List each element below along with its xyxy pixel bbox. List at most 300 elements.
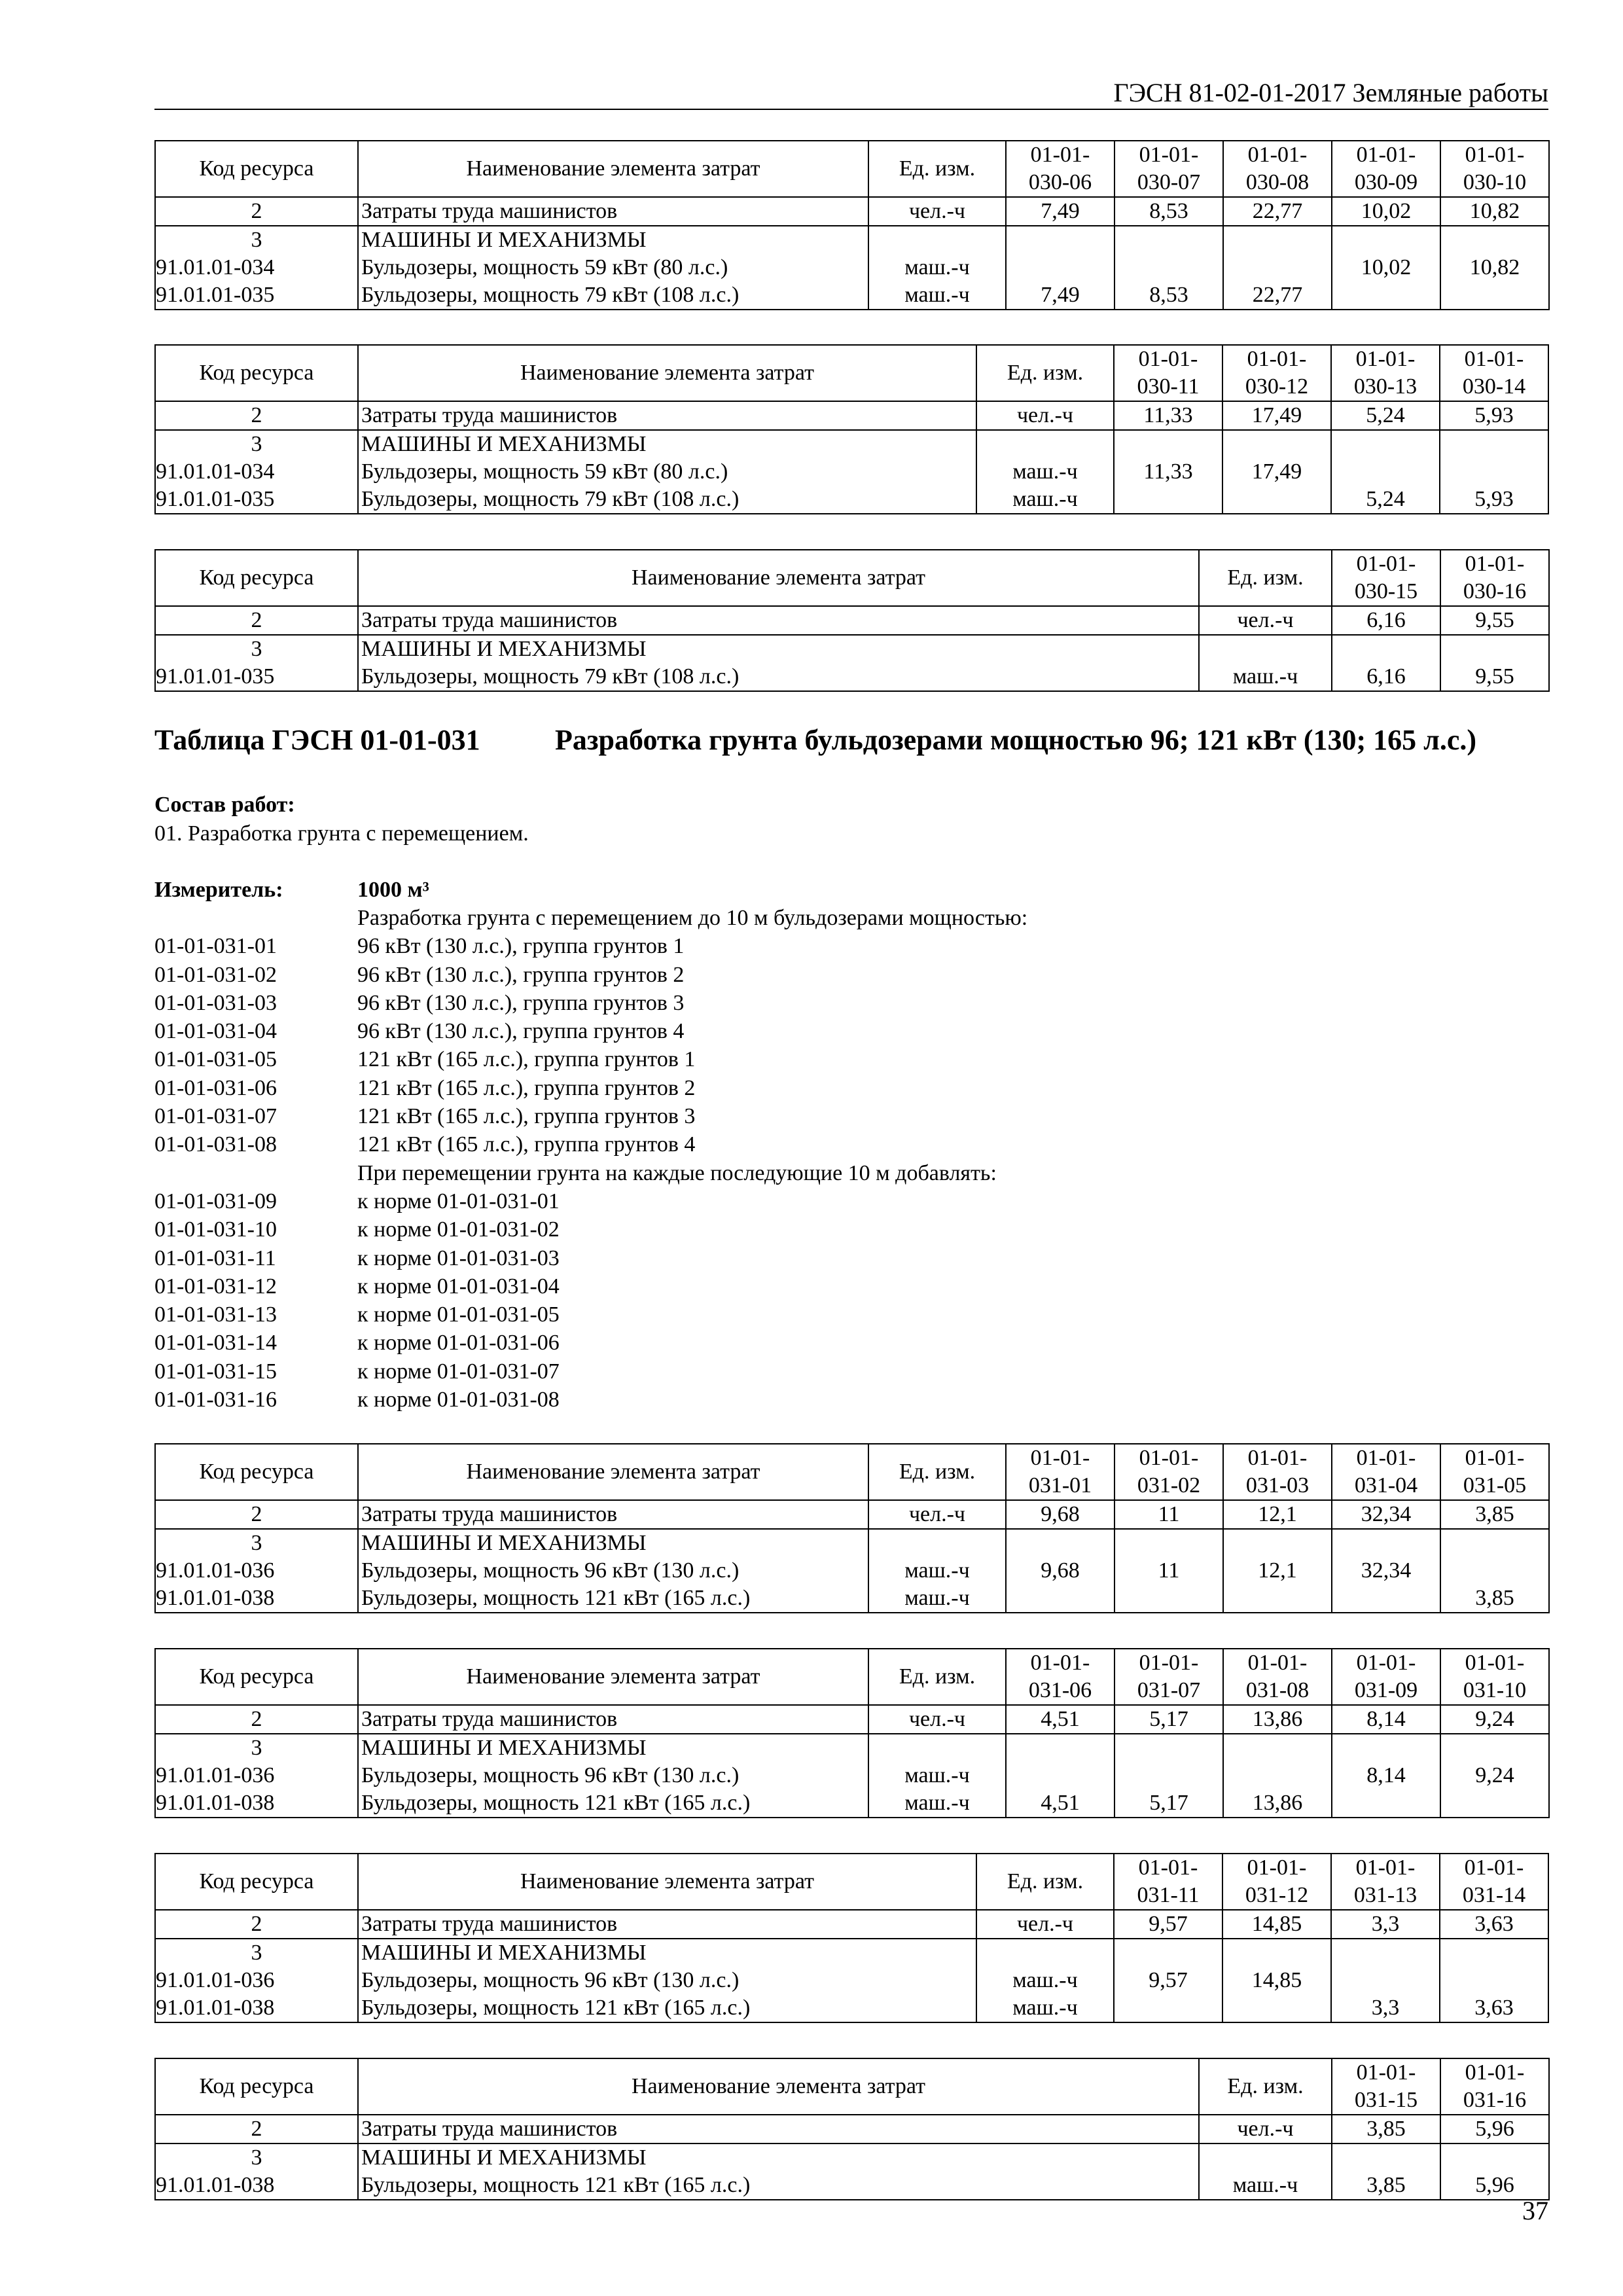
column-header-name: Наименование элемента затрат	[358, 345, 976, 401]
work-composition-heading: Состав работ:	[154, 793, 295, 817]
column-header-norm	[1331, 345, 1440, 401]
resource-row	[155, 663, 1549, 691]
norm-code-line1: 01-01-	[1465, 1446, 1525, 1470]
column-header-norm	[1114, 1854, 1222, 1910]
resource-unit: чел.-ч	[1199, 2115, 1332, 2144]
norm-description: к норме 01-01-031-04	[357, 1274, 560, 1299]
norm-code: 01-01-031-06	[154, 1075, 277, 1100]
norm-code-line2: 030-07	[1137, 170, 1201, 194]
norm-code-line1: 01-01-	[1355, 1856, 1416, 1880]
column-header-unit: Ед. изм.	[868, 141, 1006, 197]
category-row	[155, 1939, 1548, 1967]
column-header-norm	[1440, 141, 1549, 197]
norm-description: 96 кВт (130 л.с.), группа грунтов 4	[357, 1019, 685, 1044]
resource-table-030-c	[154, 549, 1550, 692]
resource-code: 2	[155, 1500, 358, 1529]
column-header-norm	[1115, 1444, 1223, 1500]
column-header-code: Код ресурса	[155, 345, 358, 401]
resource-code: 91.01.01-038	[155, 2172, 358, 2200]
norm-value: 5,96	[1440, 2172, 1549, 2200]
norm-value	[1331, 458, 1440, 486]
labour-row	[155, 1910, 1548, 1939]
resource-unit: чел.-ч	[976, 401, 1114, 430]
resource-unit: чел.-ч	[976, 1910, 1114, 1939]
labour-row	[155, 606, 1549, 635]
resource-unit: маш.-ч	[976, 458, 1114, 486]
resource-code: 2	[155, 401, 358, 430]
category-row	[155, 2144, 1549, 2172]
norm-value: 9,57	[1114, 1967, 1222, 1994]
norm-description: к норме 01-01-031-08	[357, 1388, 560, 1412]
resource-unit	[868, 1529, 1006, 1557]
column-header-norm	[1332, 1444, 1440, 1500]
column-header-name: Наименование элемента затрат	[358, 550, 1199, 606]
column-header-norm	[1332, 141, 1440, 197]
resource-unit: маш.-ч	[976, 1967, 1114, 1994]
norm-value: 22,77	[1223, 197, 1332, 226]
norm-code-line1: 01-01-	[1247, 1856, 1307, 1880]
norm-code: 01-01-031-07	[154, 1104, 277, 1129]
category-row	[155, 635, 1549, 663]
norm-value: 9,68	[1006, 1500, 1115, 1529]
resource-code: 3	[155, 226, 358, 254]
norm-description: 96 кВт (130 л.с.), группа грунтов 2	[357, 962, 685, 987]
column-header-norm	[1222, 1854, 1331, 1910]
norm-code-line2: 030-12	[1245, 374, 1309, 399]
norm-code: 01-01-031-03	[154, 990, 277, 1015]
norm-value: 8,53	[1115, 281, 1223, 310]
norm-value	[1222, 1994, 1331, 2022]
resource-unit: маш.-ч	[976, 1994, 1114, 2022]
norm-code-line1: 01-01-	[1139, 1651, 1199, 1675]
norm-value: 12,1	[1223, 1500, 1332, 1529]
resource-unit: маш.-ч	[868, 1789, 1006, 1818]
resource-name: МАШИНЫ И МЕХАНИЗМЫ	[358, 430, 976, 458]
resource-table-030-a	[154, 140, 1550, 310]
resource-row	[155, 254, 1549, 281]
resource-code: 91.01.01-036	[155, 1557, 358, 1585]
norm-value	[1006, 254, 1115, 281]
norm-value	[1114, 486, 1222, 514]
resource-name: Затраты труда машинистов	[358, 197, 868, 226]
norm-value	[1115, 1585, 1223, 1613]
norm-code-line2: 030-16	[1463, 579, 1527, 603]
norm-code-line1: 01-01-	[1139, 1446, 1199, 1470]
column-header-norm	[1223, 141, 1332, 197]
norm-value	[1440, 430, 1548, 458]
resource-unit: маш.-ч	[976, 486, 1114, 514]
resource-table-031-d	[154, 2058, 1550, 2200]
norm-code-line2: 031-06	[1028, 1678, 1092, 1702]
norm-value: 8,14	[1332, 1762, 1440, 1789]
column-header-unit: Ед. изм.	[1199, 550, 1332, 606]
table-header-row	[155, 1854, 1548, 1910]
norm-code-line2: 031-15	[1354, 2088, 1418, 2112]
norm-description: к норме 01-01-031-06	[357, 1331, 560, 1355]
resource-name: Затраты труда машинистов	[358, 1500, 868, 1529]
norm-code-line2: 030-06	[1028, 170, 1092, 194]
norm-value: 10,82	[1440, 254, 1549, 281]
norm-code: 01-01-031-13	[154, 1302, 277, 1327]
resource-table-031-b	[154, 1648, 1550, 1818]
resource-name: Бульдозеры, мощность 79 кВт (108 л.с.)	[358, 663, 1199, 691]
norm-value: 8,53	[1115, 197, 1223, 226]
norm-value: 17,49	[1222, 458, 1331, 486]
resource-name: МАШИНЫ И МЕХАНИЗМЫ	[358, 1734, 868, 1762]
norm-description: к норме 01-01-031-03	[357, 1246, 560, 1270]
resource-name: Бульдозеры, мощность 121 кВт (165 л.с.)	[358, 1585, 868, 1613]
norm-value	[1440, 458, 1548, 486]
column-header-unit: Ед. изм.	[1199, 2058, 1332, 2115]
norm-code: 01-01-031-09	[154, 1189, 277, 1213]
norm-code-line1: 01-01-	[1356, 143, 1416, 167]
column-header-code: Код ресурса	[155, 550, 358, 606]
resource-code: 91.01.01-038	[155, 1789, 358, 1818]
norm-value	[1115, 1529, 1223, 1557]
norm-code-line2: 031-07	[1137, 1678, 1201, 1702]
norm-value: 11	[1115, 1500, 1223, 1529]
norm-value	[1006, 1762, 1115, 1789]
norm-code-line1: 01-01-	[1356, 1446, 1416, 1470]
norm-code-line1: 01-01-	[1030, 143, 1090, 167]
norm-value	[1222, 430, 1331, 458]
norm-value	[1440, 635, 1549, 663]
resource-unit: маш.-ч	[868, 254, 1006, 281]
norm-code-line2: 030-14	[1462, 374, 1526, 399]
resource-name: Затраты труда машинистов	[358, 606, 1199, 635]
column-header-code: Код ресурса	[155, 1444, 358, 1500]
resource-row	[155, 458, 1548, 486]
norm-value: 5,17	[1115, 1789, 1223, 1818]
norm-code-line2: 031-16	[1463, 2088, 1527, 2112]
norm-value: 10,02	[1332, 197, 1440, 226]
norm-description: При перемещении грунта на каждые последующие 10 м добавлять:	[357, 1160, 997, 1185]
norm-value: 14,85	[1222, 1967, 1331, 1994]
norm-code-line1: 01-01-	[1465, 2060, 1525, 2085]
norm-value	[1223, 254, 1332, 281]
resource-code: 3	[155, 635, 358, 663]
labour-row	[155, 1705, 1549, 1734]
resource-name: МАШИНЫ И МЕХАНИЗМЫ	[358, 635, 1199, 663]
norm-value: 13,86	[1223, 1789, 1332, 1818]
norm-code-line2: 031-04	[1354, 1473, 1418, 1498]
category-row	[155, 1529, 1549, 1557]
resource-unit: маш.-ч	[868, 281, 1006, 310]
column-header-code: Код ресурса	[155, 141, 358, 197]
resource-name: МАШИНЫ И МЕХАНИЗМЫ	[358, 226, 868, 254]
resource-unit: чел.-ч	[868, 197, 1006, 226]
resource-unit: маш.-ч	[1199, 663, 1332, 691]
norm-value	[1114, 1994, 1222, 2022]
resource-code: 3	[155, 430, 358, 458]
norm-code-line1: 01-01-	[1356, 2060, 1416, 2085]
labour-row	[155, 1500, 1549, 1529]
norm-description: 96 кВт (130 л.с.), группа грунтов 1	[357, 934, 685, 959]
norm-value: 9,24	[1440, 1762, 1549, 1789]
resource-name: Затраты труда машинистов	[358, 401, 976, 430]
norm-value: 3,85	[1332, 2115, 1440, 2144]
norm-value: 32,34	[1332, 1500, 1440, 1529]
norm-code: 01-01-031-16	[154, 1388, 277, 1412]
resource-unit: чел.-ч	[1199, 606, 1332, 635]
norm-value: 5,93	[1440, 486, 1548, 514]
norm-code-line2: 031-10	[1463, 1678, 1527, 1702]
norm-value: 5,24	[1331, 486, 1440, 514]
norm-code-line2: 031-01	[1028, 1473, 1092, 1498]
norm-value	[1440, 1557, 1549, 1585]
resource-name: Бульдозеры, мощность 96 кВт (130 л.с.)	[358, 1762, 868, 1789]
norm-code-line2: 031-05	[1463, 1473, 1527, 1498]
resource-code: 91.01.01-034	[155, 458, 358, 486]
column-header-norm	[1006, 1444, 1115, 1500]
resource-code: 91.01.01-034	[155, 254, 358, 281]
resource-name: Бульдозеры, мощность 79 кВт (108 л.с.)	[358, 281, 868, 310]
resource-unit: маш.-ч	[1199, 2172, 1332, 2200]
measure-header	[154, 876, 1548, 905]
resource-name: Затраты труда машинистов	[358, 1910, 976, 1939]
norm-value	[1331, 430, 1440, 458]
norm-value	[1440, 281, 1549, 310]
norm-value: 10,02	[1332, 254, 1440, 281]
column-header-code: Код ресурса	[155, 2058, 358, 2115]
norm-value: 22,77	[1223, 281, 1332, 310]
norm-value: 9,24	[1440, 1705, 1549, 1734]
norm-code: 01-01-031-08	[154, 1132, 277, 1157]
norm-value	[1440, 1789, 1549, 1818]
norm-code-line1: 01-01-	[1247, 143, 1308, 167]
resource-name: Бульдозеры, мощность 121 кВт (165 л.с.)	[358, 1994, 976, 2022]
column-header-code: Код ресурса	[155, 1854, 358, 1910]
norm-code-line2: 031-11	[1137, 1883, 1200, 1907]
norm-value: 13,86	[1223, 1705, 1332, 1734]
resource-unit: чел.-ч	[868, 1500, 1006, 1529]
resource-code: 91.01.01-036	[155, 1967, 358, 1994]
norm-value: 9,68	[1006, 1557, 1115, 1585]
norm-code-line1: 01-01-	[1139, 143, 1199, 167]
work-composition-item: 01. Разработка грунта с перемещением.	[154, 821, 529, 846]
norm-value	[1115, 1734, 1223, 1762]
resource-row	[155, 1994, 1548, 2022]
norm-code-line2: 031-14	[1462, 1883, 1526, 1907]
category-row	[155, 226, 1549, 254]
column-header-norm	[1222, 345, 1331, 401]
norm-value: 5,93	[1440, 401, 1548, 430]
norm-value	[1332, 1734, 1440, 1762]
norm-value: 3,3	[1331, 1910, 1440, 1939]
norm-value	[1114, 1939, 1222, 1967]
resource-code: 91.01.01-035	[155, 281, 358, 310]
norm-code-line2: 030-10	[1463, 170, 1527, 194]
resource-code: 91.01.01-038	[155, 1585, 358, 1613]
norm-code: 01-01-031-14	[154, 1331, 277, 1355]
norm-description: 121 кВт (165 л.с.), группа грунтов 4	[357, 1132, 696, 1157]
resource-name: МАШИНЫ И МЕХАНИЗМЫ	[358, 1529, 868, 1557]
norm-value	[1332, 1585, 1440, 1613]
norm-code-line2: 031-08	[1245, 1678, 1310, 1702]
column-header-norm	[1331, 1854, 1440, 1910]
resource-name: Бульдозеры, мощность 121 кВт (165 л.с.)	[358, 2172, 1199, 2200]
norm-value	[1440, 2144, 1549, 2172]
norm-value: 4,51	[1006, 1705, 1115, 1734]
norm-value: 7,49	[1006, 197, 1115, 226]
norm-code-line1: 01-01-	[1247, 1651, 1308, 1675]
norm-code-line1: 01-01-	[1464, 1856, 1524, 1880]
work-composition	[154, 791, 529, 848]
norm-code-line2: 031-12	[1245, 1883, 1309, 1907]
norm-value	[1006, 1529, 1115, 1557]
column-header-unit: Ед. изм.	[868, 1444, 1006, 1500]
norm-value	[1006, 1734, 1115, 1762]
norm-description: 121 кВт (165 л.с.), группа грунтов 3	[357, 1104, 696, 1129]
labour-row	[155, 2115, 1549, 2144]
norm-value: 8,14	[1332, 1705, 1440, 1734]
resource-name: Бульдозеры, мощность 121 кВт (165 л.с.)	[358, 1789, 868, 1818]
norm-value: 6,16	[1332, 606, 1440, 635]
norm-value	[1331, 1939, 1440, 1967]
norm-value	[1115, 254, 1223, 281]
norm-code-line1: 01-01-	[1465, 1651, 1525, 1675]
norm-value	[1115, 226, 1223, 254]
column-header-norm	[1440, 1854, 1548, 1910]
norm-description: к норме 01-01-031-02	[357, 1217, 560, 1242]
table-header-row	[155, 345, 1548, 401]
norm-value	[1114, 430, 1222, 458]
norm-code: 01-01-031-10	[154, 1217, 277, 1242]
norm-code-line1: 01-01-	[1138, 347, 1198, 371]
norm-value	[1440, 1529, 1549, 1557]
header-rule	[154, 109, 1548, 110]
norm-code-line2: 030-11	[1137, 374, 1200, 399]
column-header-norm	[1223, 1649, 1332, 1705]
column-header-norm	[1332, 2058, 1440, 2115]
running-header: ГЭСН 81-02-01-2017 Земляные работы	[1113, 78, 1548, 107]
norm-description: к норме 01-01-031-05	[357, 1302, 560, 1327]
resource-name: МАШИНЫ И МЕХАНИЗМЫ	[358, 2144, 1199, 2172]
table-header-row	[155, 550, 1549, 606]
table-number: Таблица ГЭСН 01-01-031	[154, 724, 480, 756]
norm-code-line2: 030-08	[1245, 170, 1310, 194]
norm-code-line1: 01-01-	[1464, 347, 1524, 371]
table-header-row	[155, 141, 1549, 197]
resource-code: 91.01.01-038	[155, 1994, 358, 2022]
resource-code: 91.01.01-036	[155, 1762, 358, 1789]
resource-name: Бульдозеры, мощность 79 кВт (108 л.с.)	[358, 486, 976, 514]
resource-row	[155, 1762, 1549, 1789]
resource-code: 91.01.01-035	[155, 663, 358, 691]
norm-value: 3,63	[1440, 1910, 1548, 1939]
table-header-row	[155, 1444, 1549, 1500]
resource-row	[155, 2172, 1549, 2200]
norm-value	[1115, 1762, 1223, 1789]
norm-code-line1: 01-01-	[1356, 1651, 1416, 1675]
resource-unit	[976, 1939, 1114, 1967]
norm-value: 3,63	[1440, 1994, 1548, 2022]
column-header-norm	[1440, 1444, 1549, 1500]
norm-value: 7,49	[1006, 281, 1115, 310]
resource-unit: маш.-ч	[868, 1585, 1006, 1613]
column-header-unit: Ед. изм.	[976, 1854, 1114, 1910]
norm-value	[1332, 281, 1440, 310]
resource-code: 2	[155, 1705, 358, 1734]
norm-value: 3,85	[1440, 1585, 1549, 1613]
norm-code: 01-01-031-01	[154, 934, 277, 959]
column-header-name: Наименование элемента затрат	[358, 1854, 976, 1910]
norm-value: 9,55	[1440, 663, 1549, 691]
labour-row	[155, 197, 1549, 226]
norm-value: 17,49	[1222, 401, 1331, 430]
resource-name: МАШИНЫ И МЕХАНИЗМЫ	[358, 1939, 976, 1967]
column-header-norm	[1115, 141, 1223, 197]
table-header-row	[155, 2058, 1549, 2115]
resource-unit: маш.-ч	[868, 1557, 1006, 1585]
norm-code-line2: 030-15	[1354, 579, 1418, 603]
norm-value: 5,17	[1115, 1705, 1223, 1734]
resource-unit	[868, 226, 1006, 254]
norm-value	[1223, 226, 1332, 254]
column-header-norm	[1223, 1444, 1332, 1500]
norm-code: 01-01-031-11	[154, 1246, 276, 1270]
norm-code-line2: 031-09	[1354, 1678, 1418, 1702]
norm-value	[1006, 226, 1115, 254]
norm-code-line1: 01-01-	[1247, 347, 1307, 371]
norm-description: 96 кВт (130 л.с.), группа грунтов 3	[357, 990, 685, 1015]
norm-value: 5,96	[1440, 2115, 1549, 2144]
resource-code: 3	[155, 1529, 358, 1557]
norm-value: 9,55	[1440, 606, 1549, 635]
resource-name: Бульдозеры, мощность 59 кВт (80 л.с.)	[358, 458, 976, 486]
resource-unit	[1199, 2144, 1332, 2172]
norm-value: 5,24	[1331, 401, 1440, 430]
category-row	[155, 430, 1548, 458]
norm-value	[1332, 1789, 1440, 1818]
norm-value	[1006, 1585, 1115, 1613]
norm-value	[1222, 1939, 1331, 1967]
resource-code: 3	[155, 2144, 358, 2172]
column-header-unit: Ед. изм.	[868, 1649, 1006, 1705]
column-header-norm	[1115, 1649, 1223, 1705]
norm-description: к норме 01-01-031-07	[357, 1359, 560, 1384]
resource-row	[155, 486, 1548, 514]
resource-code: 91.01.01-035	[155, 486, 358, 514]
column-header-norm	[1006, 141, 1115, 197]
norm-value	[1440, 226, 1549, 254]
column-header-name: Наименование элемента затрат	[358, 2058, 1199, 2115]
norm-code-line1: 01-01-	[1030, 1446, 1090, 1470]
measure-label: Измеритель:	[154, 878, 283, 902]
column-header-unit: Ед. изм.	[976, 345, 1114, 401]
resource-code: 2	[155, 2115, 358, 2144]
resource-row	[155, 1585, 1549, 1613]
norm-value: 3,85	[1332, 2172, 1440, 2200]
resource-code: 3	[155, 1734, 358, 1762]
resource-code: 2	[155, 197, 358, 226]
column-header-norm	[1114, 345, 1222, 401]
resource-row	[155, 1557, 1549, 1585]
norm-value	[1223, 1734, 1332, 1762]
norm-code-line1: 01-01-	[1465, 143, 1525, 167]
norm-code: 01-01-031-02	[154, 962, 277, 987]
norm-value: 12,1	[1223, 1557, 1332, 1585]
resource-row	[155, 281, 1549, 310]
norm-value: 11	[1115, 1557, 1223, 1585]
norm-code: 01-01-031-15	[154, 1359, 277, 1384]
norm-value: 3,3	[1331, 1994, 1440, 2022]
column-header-norm	[1440, 2058, 1549, 2115]
norm-value: 4,51	[1006, 1789, 1115, 1818]
norm-description: 121 кВт (165 л.с.), группа грунтов 1	[357, 1047, 696, 1072]
norm-code-line1: 01-01-	[1465, 552, 1525, 576]
norm-code-line1: 01-01-	[1356, 552, 1416, 576]
